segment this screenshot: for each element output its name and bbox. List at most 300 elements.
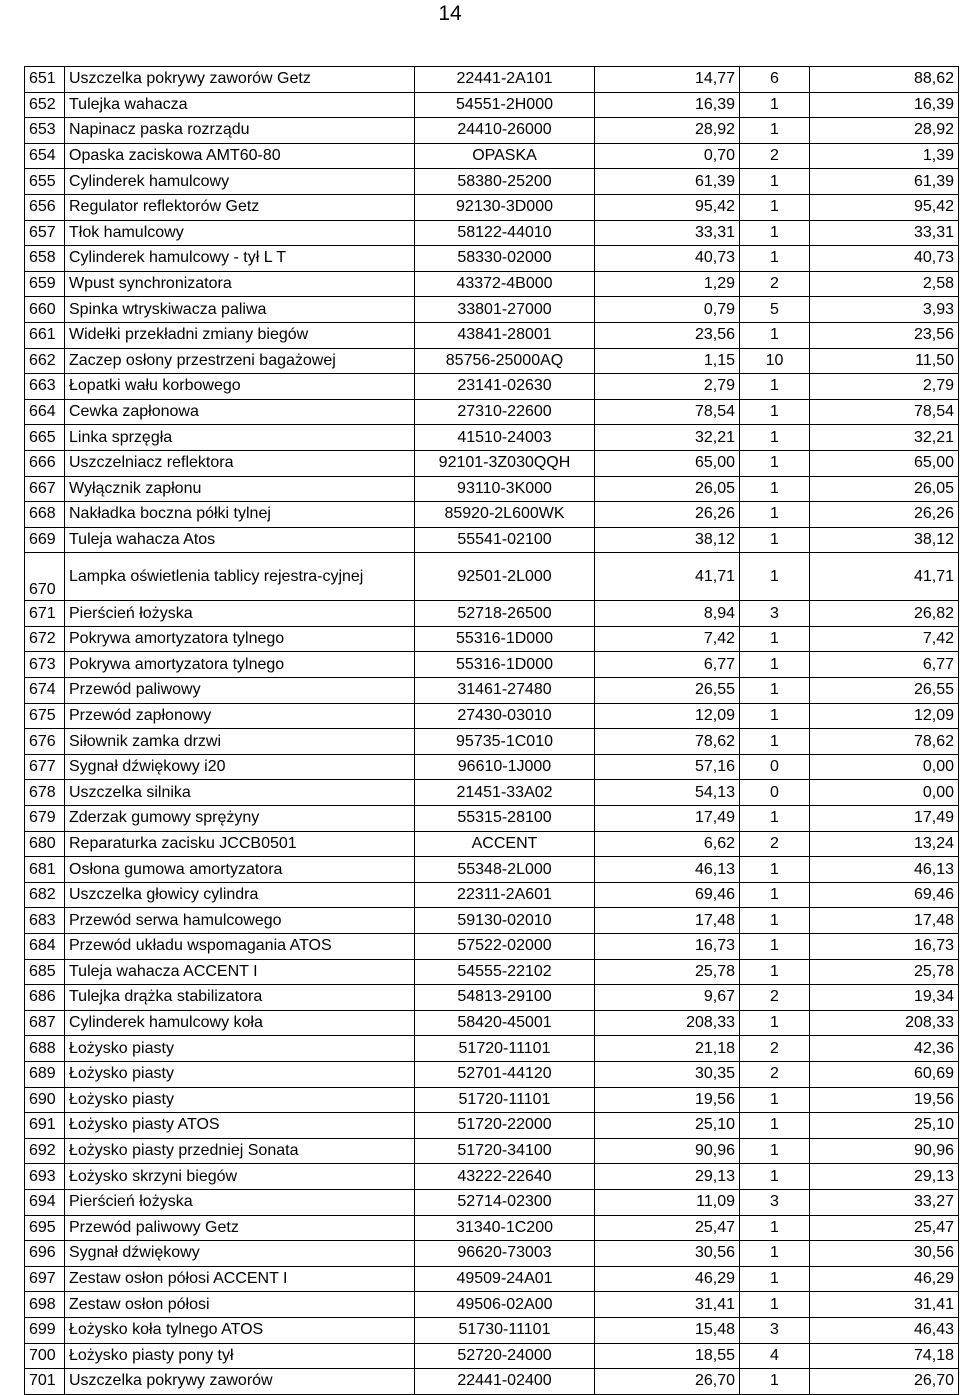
part-name: Tuleja wahacza ACCENT I <box>65 959 415 985</box>
unit-price: 14,77 <box>595 67 740 93</box>
unit-price: 26,70 <box>595 1369 740 1395</box>
quantity: 1 <box>740 1164 810 1190</box>
row-number: 692 <box>25 1138 65 1164</box>
row-number: 673 <box>25 652 65 678</box>
total-value: 17,49 <box>810 806 959 832</box>
part-code: 27310-22600 <box>415 399 595 425</box>
part-code: 58330-02000 <box>415 246 595 272</box>
row-number: 660 <box>25 297 65 323</box>
total-value: 26,05 <box>810 476 959 502</box>
quantity: 1 <box>740 1113 810 1139</box>
table-row <box>25 626 959 652</box>
total-value: 69,46 <box>810 882 959 908</box>
part-name: Tłok hamulcowy <box>65 220 415 246</box>
table-row <box>25 348 959 374</box>
unit-price: 25,10 <box>595 1113 740 1139</box>
row-number: 686 <box>25 985 65 1011</box>
part-name: Łożysko piasty przedniej Sonata <box>65 1138 415 1164</box>
table-row <box>25 1266 959 1292</box>
quantity: 0 <box>740 754 810 780</box>
unit-price: 40,73 <box>595 246 740 272</box>
part-name: Uszczelka głowicy cylindra <box>65 882 415 908</box>
part-name: Uszczelka pokrywy zaworów <box>65 1369 415 1395</box>
table-row <box>25 882 959 908</box>
part-code: 93110-3K000 <box>415 476 595 502</box>
table-row <box>25 831 959 857</box>
table-row <box>25 220 959 246</box>
part-code: 55315-28100 <box>415 806 595 832</box>
quantity: 2 <box>740 1036 810 1062</box>
part-code: 22311-2A601 <box>415 882 595 908</box>
part-code: 92130-3D000 <box>415 194 595 220</box>
quantity: 1 <box>740 882 810 908</box>
row-number: 676 <box>25 729 65 755</box>
part-code: 23141-02630 <box>415 374 595 400</box>
part-code: 41510-24003 <box>415 425 595 451</box>
part-code: 52718-26500 <box>415 601 595 627</box>
quantity: 1 <box>740 934 810 960</box>
part-code: ACCENT <box>415 831 595 857</box>
table-row <box>25 601 959 627</box>
part-name: Widełki przekładni zmiany biegów <box>65 322 415 348</box>
quantity: 10 <box>740 348 810 374</box>
part-name: Przewód paliwowy <box>65 678 415 704</box>
table-row <box>25 92 959 118</box>
part-name: Pokrywa amortyzatora tylnego <box>65 626 415 652</box>
quantity: 1 <box>740 703 810 729</box>
parts-table-body <box>25 67 959 1395</box>
total-value: 17,48 <box>810 908 959 934</box>
row-number: 679 <box>25 806 65 832</box>
quantity: 1 <box>740 476 810 502</box>
total-value: 13,24 <box>810 831 959 857</box>
quantity: 0 <box>740 780 810 806</box>
part-code: 55541-02100 <box>415 527 595 553</box>
part-code: 57522-02000 <box>415 934 595 960</box>
unit-price: 17,48 <box>595 908 740 934</box>
parts-table <box>24 66 959 1395</box>
table-row <box>25 908 959 934</box>
unit-price: 41,71 <box>595 553 740 601</box>
quantity: 1 <box>740 374 810 400</box>
part-name: Uszczelniacz reflektora <box>65 450 415 476</box>
part-code: 58122-44010 <box>415 220 595 246</box>
unit-price: 1,15 <box>595 348 740 374</box>
quantity: 1 <box>740 118 810 144</box>
table-row <box>25 1317 959 1343</box>
total-value: 0,00 <box>810 754 959 780</box>
quantity: 1 <box>740 502 810 528</box>
total-value: 1,39 <box>810 143 959 169</box>
row-number: 657 <box>25 220 65 246</box>
part-code: 51720-11101 <box>415 1036 595 1062</box>
table-row <box>25 1189 959 1215</box>
part-name: Wyłącznik zapłonu <box>65 476 415 502</box>
total-value: 208,33 <box>810 1010 959 1036</box>
part-code: 43841-28001 <box>415 322 595 348</box>
total-value: 46,29 <box>810 1266 959 1292</box>
part-code: 51720-34100 <box>415 1138 595 1164</box>
unit-price: 29,13 <box>595 1164 740 1190</box>
part-name: Przewód układu wspomagania ATOS <box>65 934 415 960</box>
table-row <box>25 502 959 528</box>
part-name: Łożysko piasty pony tył <box>65 1343 415 1369</box>
part-name: Nakładka boczna półki tylnej <box>65 502 415 528</box>
total-value: 2,79 <box>810 374 959 400</box>
unit-price: 7,42 <box>595 626 740 652</box>
quantity: 1 <box>740 450 810 476</box>
total-value: 30,56 <box>810 1241 959 1267</box>
total-value: 78,54 <box>810 399 959 425</box>
part-code: 52720-24000 <box>415 1343 595 1369</box>
part-name: Wpust synchronizatora <box>65 271 415 297</box>
row-number: 658 <box>25 246 65 272</box>
row-number: 669 <box>25 527 65 553</box>
row-number: 685 <box>25 959 65 985</box>
total-value: 88,62 <box>810 67 959 93</box>
row-number: 698 <box>25 1292 65 1318</box>
table-row <box>25 1061 959 1087</box>
table-row <box>25 399 959 425</box>
part-name: Łożysko skrzyni biegów <box>65 1164 415 1190</box>
total-value: 26,55 <box>810 678 959 704</box>
table-row <box>25 780 959 806</box>
part-name: Sygnał dźwiękowy i20 <box>65 754 415 780</box>
table-row <box>25 1087 959 1113</box>
quantity: 3 <box>740 1189 810 1215</box>
quantity: 1 <box>740 806 810 832</box>
table-row <box>25 806 959 832</box>
total-value: 61,39 <box>810 169 959 195</box>
table-row <box>25 754 959 780</box>
table-row <box>25 322 959 348</box>
row-number: 672 <box>25 626 65 652</box>
unit-price: 0,70 <box>595 143 740 169</box>
unit-price: 65,00 <box>595 450 740 476</box>
part-name: Łożysko piasty ATOS <box>65 1113 415 1139</box>
row-number: 656 <box>25 194 65 220</box>
unit-price: 18,55 <box>595 1343 740 1369</box>
table-row <box>25 67 959 93</box>
unit-price: 6,62 <box>595 831 740 857</box>
row-number: 661 <box>25 322 65 348</box>
row-number: 653 <box>25 118 65 144</box>
total-value: 25,78 <box>810 959 959 985</box>
unit-price: 15,48 <box>595 1317 740 1343</box>
table-row <box>25 934 959 960</box>
row-number: 659 <box>25 271 65 297</box>
unit-price: 26,26 <box>595 502 740 528</box>
row-number: 675 <box>25 703 65 729</box>
total-value: 28,92 <box>810 118 959 144</box>
total-value: 6,77 <box>810 652 959 678</box>
unit-price: 1,29 <box>595 271 740 297</box>
table-row <box>25 169 959 195</box>
total-value: 74,18 <box>810 1343 959 1369</box>
quantity: 1 <box>740 1241 810 1267</box>
unit-price: 19,56 <box>595 1087 740 1113</box>
quantity: 5 <box>740 297 810 323</box>
table-row <box>25 678 959 704</box>
part-name: Pierścień łożyska <box>65 601 415 627</box>
part-code: 27430-03010 <box>415 703 595 729</box>
unit-price: 54,13 <box>595 780 740 806</box>
quantity: 1 <box>740 1266 810 1292</box>
part-name: Uszczelka silnika <box>65 780 415 806</box>
quantity: 2 <box>740 271 810 297</box>
table-row <box>25 1215 959 1241</box>
table-row <box>25 194 959 220</box>
part-name: Uszczelka pokrywy zaworów Getz <box>65 67 415 93</box>
part-code: 52714-02300 <box>415 1189 595 1215</box>
row-number: 667 <box>25 476 65 502</box>
unit-price: 78,54 <box>595 399 740 425</box>
table-row <box>25 729 959 755</box>
quantity: 6 <box>740 67 810 93</box>
unit-price: 17,49 <box>595 806 740 832</box>
table-row <box>25 450 959 476</box>
part-code: 22441-02400 <box>415 1369 595 1395</box>
part-code: 58420-45001 <box>415 1010 595 1036</box>
unit-price: 6,77 <box>595 652 740 678</box>
unit-price: 61,39 <box>595 169 740 195</box>
quantity: 2 <box>740 985 810 1011</box>
table-row <box>25 857 959 883</box>
part-code: 85756-25000AQ <box>415 348 595 374</box>
row-number: 666 <box>25 450 65 476</box>
row-number: 688 <box>25 1036 65 1062</box>
part-code: 95735-1C010 <box>415 729 595 755</box>
total-value: 2,58 <box>810 271 959 297</box>
table-row <box>25 425 959 451</box>
unit-price: 46,13 <box>595 857 740 883</box>
unit-price: 23,56 <box>595 322 740 348</box>
total-value: 78,62 <box>810 729 959 755</box>
total-value: 25,10 <box>810 1113 959 1139</box>
part-name: Zaczep osłony przestrzeni bagażowej <box>65 348 415 374</box>
unit-price: 33,31 <box>595 220 740 246</box>
quantity: 1 <box>740 1087 810 1113</box>
part-code: 51730-11101 <box>415 1317 595 1343</box>
row-number: 664 <box>25 399 65 425</box>
total-value: 95,42 <box>810 194 959 220</box>
part-code: 55316-1D000 <box>415 652 595 678</box>
total-value: 26,70 <box>810 1369 959 1395</box>
row-number: 671 <box>25 601 65 627</box>
unit-price: 0,79 <box>595 297 740 323</box>
total-value: 38,12 <box>810 527 959 553</box>
unit-price: 11,09 <box>595 1189 740 1215</box>
quantity: 1 <box>740 1369 810 1395</box>
total-value: 42,36 <box>810 1036 959 1062</box>
row-number: 694 <box>25 1189 65 1215</box>
part-code: 49509-24A01 <box>415 1266 595 1292</box>
quantity: 1 <box>740 246 810 272</box>
row-number: 665 <box>25 425 65 451</box>
row-number: 670 <box>25 553 65 601</box>
total-value: 26,26 <box>810 502 959 528</box>
part-code: 54551-2H000 <box>415 92 595 118</box>
row-number: 678 <box>25 780 65 806</box>
unit-price: 30,35 <box>595 1061 740 1087</box>
part-name: Pokrywa amortyzatora tylnego <box>65 652 415 678</box>
quantity: 1 <box>740 1292 810 1318</box>
part-code: 92501-2L000 <box>415 553 595 601</box>
unit-price: 28,92 <box>595 118 740 144</box>
total-value: 32,21 <box>810 425 959 451</box>
table-row <box>25 527 959 553</box>
part-name: Tulejka wahacza <box>65 92 415 118</box>
table-row <box>25 476 959 502</box>
total-value: 3,93 <box>810 297 959 323</box>
part-code: 21451-33A02 <box>415 780 595 806</box>
total-value: 26,82 <box>810 601 959 627</box>
unit-price: 208,33 <box>595 1010 740 1036</box>
quantity: 3 <box>740 1317 810 1343</box>
table-row <box>25 118 959 144</box>
part-code: 96610-1J000 <box>415 754 595 780</box>
total-value: 60,69 <box>810 1061 959 1087</box>
total-value: 31,41 <box>810 1292 959 1318</box>
row-number: 663 <box>25 374 65 400</box>
quantity: 1 <box>740 322 810 348</box>
quantity: 1 <box>740 92 810 118</box>
table-row <box>25 1113 959 1139</box>
row-number: 654 <box>25 143 65 169</box>
part-name: Napinacz paska rozrządu <box>65 118 415 144</box>
row-number: 668 <box>25 502 65 528</box>
quantity: 1 <box>740 425 810 451</box>
unit-price: 30,56 <box>595 1241 740 1267</box>
quantity: 3 <box>740 601 810 627</box>
part-code: 59130-02010 <box>415 908 595 934</box>
part-code: 85920-2L600WK <box>415 502 595 528</box>
table-row <box>25 374 959 400</box>
part-name: Tulejka drążka stabilizatora <box>65 985 415 1011</box>
part-name: Cylinderek hamulcowy koła <box>65 1010 415 1036</box>
total-value: 46,43 <box>810 1317 959 1343</box>
table-row <box>25 703 959 729</box>
part-code: 51720-11101 <box>415 1087 595 1113</box>
part-code: 31461-27480 <box>415 678 595 704</box>
table-row <box>25 297 959 323</box>
part-name: Przewód zapłonowy <box>65 703 415 729</box>
quantity: 1 <box>740 1010 810 1036</box>
part-name: Spinka wtryskiwacza paliwa <box>65 297 415 323</box>
row-number: 684 <box>25 934 65 960</box>
unit-price: 32,21 <box>595 425 740 451</box>
part-code: 43222-22640 <box>415 1164 595 1190</box>
unit-price: 57,16 <box>595 754 740 780</box>
part-name: Sygnał dźwiękowy <box>65 1241 415 1267</box>
part-code: 33801-27000 <box>415 297 595 323</box>
row-number: 651 <box>25 67 65 93</box>
row-number: 697 <box>25 1266 65 1292</box>
unit-price: 9,67 <box>595 985 740 1011</box>
part-code: 96620-73003 <box>415 1241 595 1267</box>
part-name: Tuleja wahacza Atos <box>65 527 415 553</box>
part-name: Osłona gumowa amortyzatora <box>65 857 415 883</box>
unit-price: 12,09 <box>595 703 740 729</box>
quantity: 1 <box>740 220 810 246</box>
quantity: 1 <box>740 678 810 704</box>
table-row <box>25 1369 959 1395</box>
total-value: 29,13 <box>810 1164 959 1190</box>
table-row <box>25 1292 959 1318</box>
part-name: Siłownik zamka drzwi <box>65 729 415 755</box>
quantity: 1 <box>740 399 810 425</box>
total-value: 90,96 <box>810 1138 959 1164</box>
part-code: 52701-44120 <box>415 1061 595 1087</box>
row-number: 699 <box>25 1317 65 1343</box>
table-row <box>25 1138 959 1164</box>
part-code: 58380-25200 <box>415 169 595 195</box>
quantity: 2 <box>740 1061 810 1087</box>
row-number: 655 <box>25 169 65 195</box>
table-row <box>25 985 959 1011</box>
row-number: 677 <box>25 754 65 780</box>
part-name: Pierścień łożyska <box>65 1189 415 1215</box>
part-name: Cewka zapłonowa <box>65 399 415 425</box>
total-value: 33,27 <box>810 1189 959 1215</box>
total-value: 19,34 <box>810 985 959 1011</box>
total-value: 11,50 <box>810 348 959 374</box>
total-value: 46,13 <box>810 857 959 883</box>
part-code: 54813-29100 <box>415 985 595 1011</box>
row-number: 681 <box>25 857 65 883</box>
row-number: 690 <box>25 1087 65 1113</box>
part-name: Łożysko koła tylnego ATOS <box>65 1317 415 1343</box>
unit-price: 90,96 <box>595 1138 740 1164</box>
quantity: 1 <box>740 857 810 883</box>
unit-price: 69,46 <box>595 882 740 908</box>
table-row <box>25 246 959 272</box>
total-value: 19,56 <box>810 1087 959 1113</box>
table-row <box>25 1164 959 1190</box>
part-name: Regulator reflektorów Getz <box>65 194 415 220</box>
total-value: 16,73 <box>810 934 959 960</box>
part-name: Łożysko piasty <box>65 1036 415 1062</box>
part-name: Łopatki wału korbowego <box>65 374 415 400</box>
row-number: 680 <box>25 831 65 857</box>
unit-price: 26,05 <box>595 476 740 502</box>
row-number: 662 <box>25 348 65 374</box>
part-code: 92101-3Z030QQH <box>415 450 595 476</box>
unit-price: 31,41 <box>595 1292 740 1318</box>
row-number: 696 <box>25 1241 65 1267</box>
total-value: 40,73 <box>810 246 959 272</box>
part-code: 22441-2A101 <box>415 67 595 93</box>
part-code: 54555-22102 <box>415 959 595 985</box>
table-row <box>25 1036 959 1062</box>
quantity: 2 <box>740 831 810 857</box>
table-row <box>25 1010 959 1036</box>
part-name: Przewód serwa hamulcowego <box>65 908 415 934</box>
row-number: 700 <box>25 1343 65 1369</box>
row-number: 682 <box>25 882 65 908</box>
table-row <box>25 652 959 678</box>
quantity: 4 <box>740 1343 810 1369</box>
part-name: Linka sprzęgła <box>65 425 415 451</box>
row-number: 695 <box>25 1215 65 1241</box>
total-value: 16,39 <box>810 92 959 118</box>
row-number: 683 <box>25 908 65 934</box>
quantity: 1 <box>740 908 810 934</box>
part-code: 55316-1D000 <box>415 626 595 652</box>
quantity: 1 <box>740 729 810 755</box>
unit-price: 8,94 <box>595 601 740 627</box>
unit-price: 16,39 <box>595 92 740 118</box>
